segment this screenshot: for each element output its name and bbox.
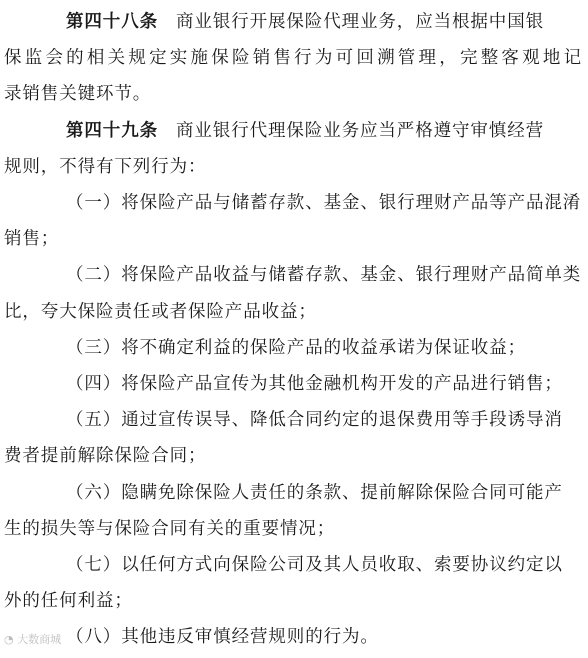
weibo-icon: ◔ [4,633,14,646]
article-48-heading: 第四十八条 [66,12,158,32]
item-6-line-1: （六）隐瞒免除保险人责任的条款、提前解除保险合同可能产 [66,482,563,503]
item-4-line-1: （四）将保险产品宣传为其他金融机构开发的产品进行销售； [66,374,563,394]
article-48-line-3: 录销售关键环节。 [4,84,152,105]
item-5-line-1: （五）通过宣传误导、降低合同约定的退保费用等手段诱导消 [66,410,563,431]
item-5-line-2: 费者提前解除保险合同； [4,446,207,467]
item-7-line-2: 外的任何利益； [4,591,133,612]
article-49-heading: 第四十九条 [66,120,158,141]
article-48-line-2: 保监会的相关规定实施保险销售行为可回溯管理，完整客观地记 [4,48,582,69]
item-6-line-2: 生的损失等与保险合同有关的重要情况； [4,518,336,539]
item-3-line-1: （三）将不确定利益的保险产品的收益承诺为保证收益； [66,337,526,358]
article-48-line-1 [0,4,588,40]
item-7-line-1: （七）以任何方式向保险公司及其人员收取、索要协议约定以 [66,555,563,575]
article-49-text-1: 商业银行代理保险业务应当严格遵守审慎经营 [176,120,544,141]
item-8-line-1: （八）其他违反审慎经营规则的行为。 [66,627,379,648]
article-48-text-1: 商业银行开展保险代理业务，应当根据中国银 [176,12,544,32]
item-1-line-2: 销售； [4,229,60,250]
watermark-text: 大数商城 [17,633,62,646]
article-49-line-1 [0,113,588,149]
article-49-line-2: 规则，不得有下列行为： [4,156,207,177]
item-2-line-1: （二）将保险产品收益与储蓄存款、基金、银行理财产品简单类 [66,265,582,286]
item-1-line-1: （一）将保险产品与储蓄存款、基金、银行理财产品等产品混淆 [66,193,582,213]
item-2-line-2: 比，夸大保险责任或者保险产品收益； [4,301,317,322]
